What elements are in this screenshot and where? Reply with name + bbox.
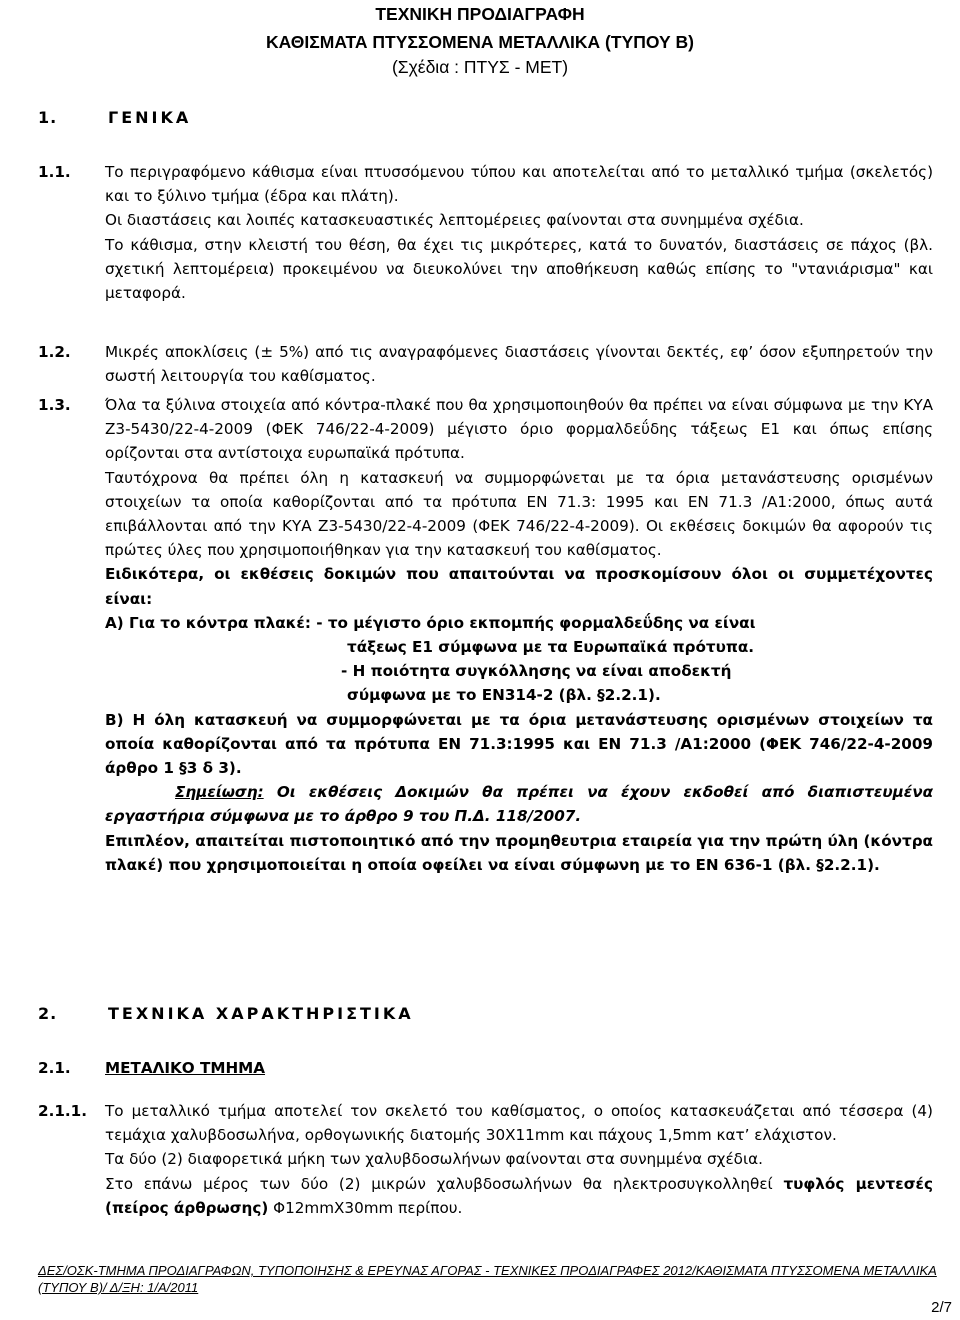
section-title: ΓΕΝΙΚΑ (108, 108, 192, 127)
paragraph-text: Ειδικότερα, οι εκθέσεις δοκιμών που απαιτούνται να προσκομίσουν όλοι οι συμμετέχοντες είναι: (105, 565, 933, 608)
paragraph-text: Το κάθισμα, στην κλειστή του θέση, θα έχει τις μικρότερες, κατά το δυνατόν, διαστάσεις σε πάχος (βλ. σχετική λεπτομέρεια) προκειμένου να διευκολύνει την αποθήκευση καθώς επίσης το "ντανιάρισμα" και μεταφορά. (105, 235, 933, 303)
paragraph-text: Το μεταλλικό τμήμα αποτελεί τον σκελετό του καθίσματος, ο οποίος κατασκευάζεται από τέσσερα (4) τεμάχια χαλυβδοσωλήνα, ορθογωνικής διατομής 30Χ11mm και πάχους 1,5mm κατ’ ελάχιστον. (105, 1102, 933, 1145)
requirement-b: Β) Η όλη κατασκευή να συμμορφώνεται με τα όρια μετανάστευσης ορισμένων στοιχείων τα οποία καθορίζονται από τα πρότυπα ΕΝ 71.3:1995 και ΕΝ 71.3 /Α1:2000 (ΦΕΚ 746/22-4-2009 άρθρο 1 §3 δ 3). (105, 710, 933, 778)
requirement-a-2: - Η ποιότητα συγκόλλησης να είναι αποδεκτή (341, 662, 732, 681)
paragraph-1-1 (105, 160, 933, 305)
note (105, 780, 933, 828)
subsection-title: ΜΕΤΑΛΙΚΟ ΤΜΗΜΑ (105, 1059, 266, 1077)
paragraph-text: Οι διαστάσεις και λοιπές κατασκευαστικές λεπτομέρειες φαίνονται στα συνημμένα σχέδια. (105, 211, 804, 230)
para-number: 1.3. (38, 396, 71, 414)
paragraph-text: Όλα τα ξύλινα στοιχεία από κόντρα-πλακέ που θα χρησιμοποιηθούν θα πρέπει να είναι σύμφωνα με την ΚΥΑ Ζ3-5430/22-4-2009 (ΦΕΚ 746/22-4-2009) μέγιστο όριο φορμαλδεΰδης τάξεως Ε1 και όπως επίσης ορίζονται στα αντίστοιχα ευρωπαϊκά πρότυπα. (105, 396, 933, 463)
document-title: ΤΕΧΝΙΚΗ ΠΡΟΔΙΑΓΡΑΦΗ (375, 4, 585, 24)
paragraph-text: Τα δύο (2) διαφορετικά μήκη των χαλυβδοσωλήνων φαίνονται στα συνημμένα σχέδια. (105, 1150, 763, 1169)
para-number: 2.1.1. (38, 1102, 88, 1120)
paragraph-text: Μικρές αποκλίσεις (± 5%) από τις αναγραφόμενες διαστάσεις γίνονται δεκτές, εφ’ όσον εξυπηρετούν την σωστή λειτουργία του καθίσματος. (105, 343, 933, 386)
note-label: Σημείωση: (175, 783, 264, 802)
text-run: Φ12mmΧ30mm περίπου. (268, 1198, 463, 1217)
footer-text: ΔΕΣ/ΟΣΚ-ΤΜΗΜΑ ΠΡΟΔΙΑΓΡΑΦΩΝ, ΤΥΠΟΠΟΙΗΣΗΣ & ΕΡΕΥΝΑΣ ΑΓΟΡΑΣ - ΤΕΧΝΙΚΕΣ ΠΡΟΔΙΑΓΡΑΦΕΣ 2012/ΚΑΘΙΣΜΑΤΑ ΠΤΥΣΣΟΜΕΝΑ ΜΕΤΑΛΛΙΚΑ (ΤΥΠΟΥ Β)/ Δ/ΞΗ: 1/Α/2011 (38, 1263, 937, 1295)
subsection-number: 2.1. (38, 1059, 71, 1077)
paragraph-text (105, 1172, 933, 1220)
para-number: 1.2. (38, 343, 71, 361)
paragraph-text: Το περιγραφόμενο κάθισμα είναι πτυσσόμενου τύπου και αποτελείται από το μεταλλικό τμήμα (σκελετός) και το ξύλινο τμήμα (έδρα και πλάτη). (105, 163, 933, 206)
para-number: 1.1. (38, 163, 71, 181)
paragraph-text: Ταυτόχρονα θα πρέπει όλη η κατασκευή να συμμορφώνεται με τα όρια μετανάστευσης ορισμένων στοιχείων τα οποία καθορίζονται από τα πρότυπα ΕΝ 71.3: 1995 και ΕΝ 71.3 /Α1:2000, όπως αυτά επιβάλλονται από την ΚΥΑ Ζ3-5430/22-4-2009 (ΦΕΚ 746/22-4-2009). Οι εκθέσεις δοκιμών θα αφορούν τις πρώτες ύλες που χρησιμοποιήθηκαν για την κατασκευή του καθίσματος. (105, 468, 933, 560)
section-2-heading (38, 1002, 414, 1026)
requirement-a-2-cont: σύμφωνα με το ΕΝ314-2 (βλ. §2.2.1). (347, 686, 661, 705)
section-1-heading (38, 106, 191, 130)
paragraph-1-3 (105, 393, 933, 877)
certificate-requirement: Επιπλέον, απαιτείται πιστοποιητικό από την προμηθευτρια εταιρεία για την πρώτη ύλη (κόντρα πλακέ) που χρησιμοποιείται η οποία οφείλει να είναι σύμφωνη με το ΕΝ 636-1 (βλ. §2.2.1). (105, 831, 933, 874)
drawings-reference: (Σχέδια : ΠΤΥΣ - ΜΕΤ) (391, 57, 569, 77)
text-run-bold: τυφλός μεντεσές (πείρος άρθρωσης) (105, 1174, 933, 1217)
paragraph-1-2 (105, 340, 933, 388)
text-run: Στο επάνω μέρος των δύο (2) μικρών χαλυβδοσωλήνων θα ηλεκτροσυγκολληθεί (105, 1174, 784, 1193)
paragraph-2-1-1 (105, 1099, 933, 1220)
document-subtitle: ΚΑΘΙΣΜΑΤΑ ΠΤΥΣΣΟΜΕΝΑ ΜΕΤΑΛΛΙΚΑ (ΤΥΠΟΥ Β) (265, 32, 694, 52)
section-number: 2. (38, 1004, 58, 1023)
section-number: 1. (38, 108, 58, 127)
requirement-a-cont: τάξεως Ε1 σύμφωνα με τα Ευρωπαϊκά πρότυπα. (347, 638, 755, 657)
note-text: Οι εκθέσεις Δοκιμών θα πρέπει να έχουν εκδοθεί από διαπιστευμένα εργαστήρια σύμφωνα με το άρθρο 9 του Π.Δ. 118/2007. (105, 783, 933, 826)
requirement-a: Α) Για το κόντρα πλακέ: - το μέγιστο όριο εκπομπής φορμαλδεΰδης να είναι (105, 613, 756, 632)
page-number: 2/7 (931, 1299, 952, 1316)
section-title: ΤΕΧΝΙΚΑ ΧΑΡΑΚΤΗΡΙΣΤΙΚΑ (108, 1004, 414, 1023)
